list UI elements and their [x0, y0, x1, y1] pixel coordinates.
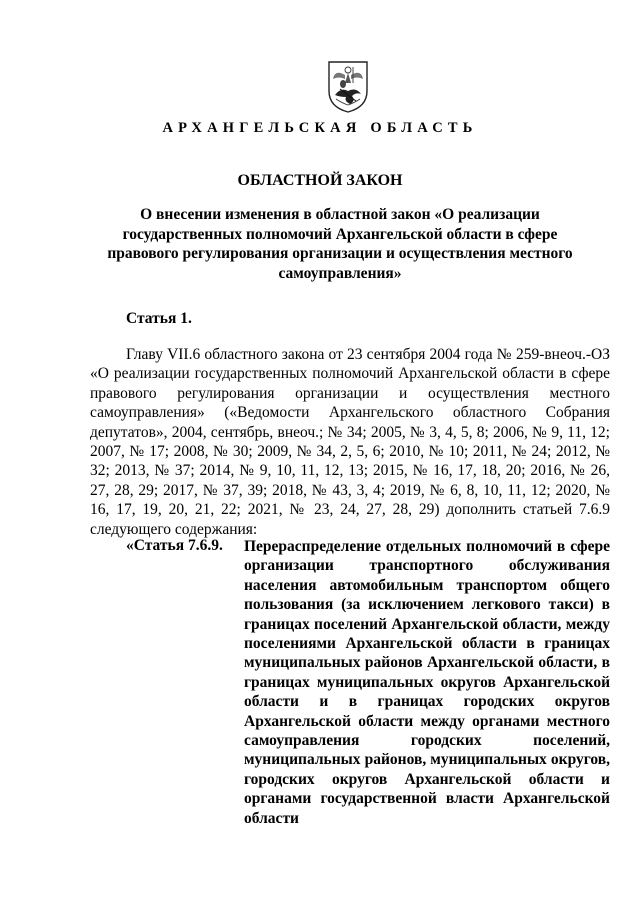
coat-of-arms-icon [326, 59, 370, 114]
article-heading: Статья 1. [126, 310, 192, 327]
new-article-title: Перераспределение отдельных полномочий в сфере организации транспортного обслуживания населения автомобильным транспортом общего пользования (за исключением легкового такси) в границах поселений Архангельской области, между поселениями Архангельской области в границах муниципальных районов Архангельской области, в границах муниципальных округов Архангельской области и в границах городских округов Архангельской области между органами местного самоуправления городских поселений, муниципальных районов, муниципальных округов, городских округов Архангельской области и органами государственной власти Архангельской области [244, 538, 610, 827]
new-article-label: «Статья 7.6.9. [126, 537, 223, 554]
article-body-text: Главу VII.6 областного закона от 23 сентября 2004 года № 259-внеоч.-ОЗ «О реализации государственных полномочий Архангельской области в сфере правового регулирования организации и осуществления местного самоуправления» («Ведомости Архангельского областного Собрания депутатов», 2004, сентябрь, внеоч.; № 34; 2005, № 3, 4, 5, 8; 2006, № 9, 11, 12; 2007, № 17; 2008, № 30; 2009, № 34, 2, 5, 6; 2010, № 10; 2011, № 24; 2012, № 32; 2013, № 37; 2014, № 9, 10, 11, 12, 13; 2015, № 16, 17, 18, 20; 2016, № 26, 27, 28, 29; 2017, № 37, 39; 2018, № 43, 3, 4; 2019, № 6, 8, 10, 11, 12; 2020, № 16, 17, 19, 20, 21, 22; 2021, № 23, 24, 27, 28, 29) дополнить статьей 7.6.9 следующего содержания: [90, 346, 610, 538]
region-name: АРХАНГЕЛЬСКАЯ ОБЛАСТЬ [162, 120, 478, 136]
law-type-heading: ОБЛАСТНОЙ ЗАКОН [237, 172, 403, 189]
law-title: О внесении изменения в областной закон «О реализации государственных полномочий Архангельской области в сфере правового регулирования организации и осуществления местного самоуправления» [107, 206, 573, 282]
